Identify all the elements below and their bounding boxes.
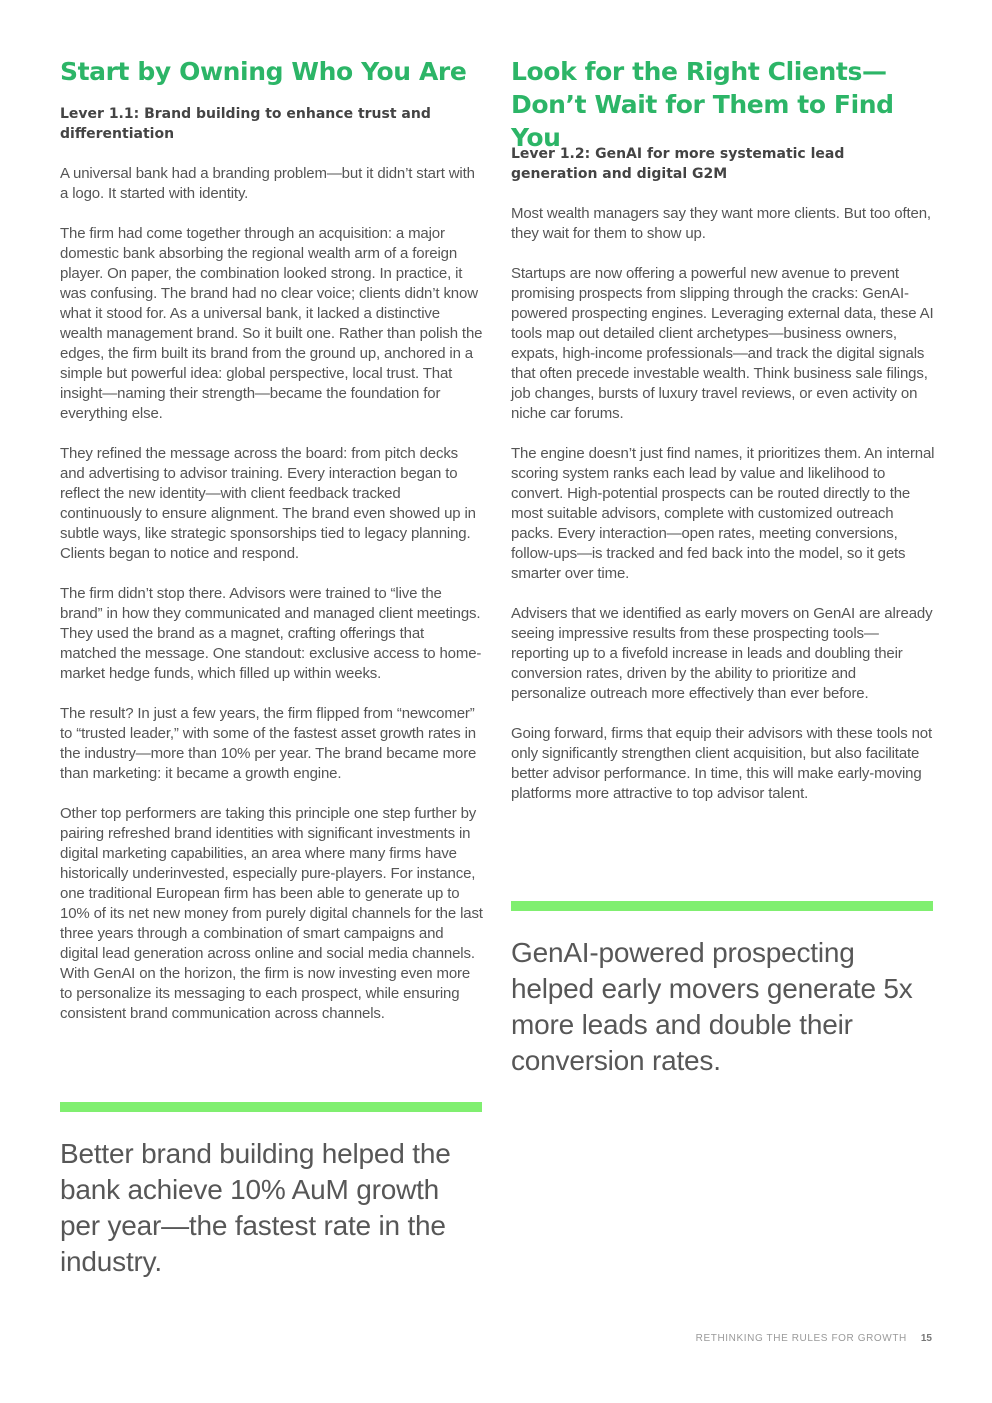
right-body-text: [511, 204, 935, 824]
left-paragraph: The result? In just a few years, the firm flipped from “newcomer” to “trusted leader,” with some of the fastest asset growth rates in the industry—more than 10% per year. The brand became more than marketing: it became a growth engine.: [60, 705, 477, 782]
right-paragraph: Going forward, firms that equip their advisors with these tools not only significantly strengthen client acquisition, but also facilitate better advisor performance. In time, this will make early-moving platforms more attractive to top advisor talent.: [511, 725, 932, 802]
right-lever-title: Lever 1.2: GenAI for more systematic lead generation and digital G2M: [511, 146, 845, 182]
left-paragraph: They refined the message across the board: from pitch decks and advertising to advisor training. Every interaction began to reflect the new identity—with client feedback tracked continuously to ensure alignment. The brand even showed up in subtle ways, like strategic sponsorships tied to legacy planning. Clients began to notice and respond.: [60, 445, 476, 562]
right-pull-quote: GenAI-powered prospecting helped early movers generate 5x more leads and double their conversion rates.: [511, 937, 913, 1076]
left-pull-quote: Better brand building helped the bank achieve 10% AuM growth per year—the fastest rate in the industry.: [60, 1138, 451, 1277]
right-paragraph: The engine doesn’t just find names, it prioritizes them. An internal scoring system ranks each lead by value and likelihood to convert. High-potential prospects can be routed directly to the most suitable advisors, complete with customized outreach packs. Every interaction—open rates, meeting conversions, follow-ups—is tracked and fed back into the model, so it gets smarter over time.: [511, 445, 935, 582]
right-paragraph: Most wealth managers say they want more clients. But too often, they wait for them to show up.: [511, 205, 931, 242]
right-paragraph: Startups are now offering a powerful new avenue to prevent promising prospects from slipping through the cracks: GenAI-powered prospecting engines. Leveraging external data, these AI tools map out detailed client archetypes—business owners, expats, high-income professionals—and track the digital signals that often precede investable wealth. Think business sale filings, job changes, bursts of luxury travel reviews, or even activity on niche car forums.: [511, 265, 934, 422]
left-section-heading: Start by Owning Who You Are: [60, 57, 467, 86]
left-paragraph: A universal bank had a branding problem—but it didn’t start with a logo. It started with identity.: [60, 165, 475, 202]
left-paragraph: The firm had come together through an acquisition: a major domestic bank absorbing the regional wealth arm of a foreign player. On paper, the combination looked strong. In practice, it was confusing. The brand had no clear voice; clients didn’t know what it stood for. As a universal bank, it lacked a distinctive wealth management brand. So it built one. Rather than polish the edges, the firm built its brand from the ground up, anchored in a simple but powerful idea: global perspective, local trust. That insight—naming their strength—became the foundation for everything else.: [60, 225, 483, 422]
left-body-text: [60, 164, 484, 1044]
right-paragraph: Advisers that we identified as early movers on GenAI are already seeing impressive results from these prospecting tools—reporting up to a fivefold increase in leads and doubling their conversion rates, driven by the ability to prioritize and personalize outreach more effectively than ever before.: [511, 605, 933, 702]
left-paragraph: Other top performers are taking this principle one step further by pairing refreshed brand identities with significant investments in digital marketing capabilities, an area where many firms have historically underinvested, especially pure-players. For instance, one traditional European firm has been able to generate up to 10% of its net new money from purely digital channels for the last three years through a combination of smart campaigns and digital lead generation across online and social media channels. With GenAI on the horizon, the firm is now investing even more to personalize its messaging to each prospect, while ensuring consistent brand communication across channels.: [60, 805, 483, 1022]
right-section-heading: Look for the Right Clients—Don’t Wait for Them to Find You: [511, 57, 894, 152]
left-callout-bar: [60, 1102, 482, 1112]
left-paragraph: The firm didn’t stop there. Advisors were trained to “live the brand” in how they communicated and managed client meetings. They used the brand as a magnet, crafting offerings that matched the message. One standout: exclusive access to home-market hedge funds, which filled up within weeks.: [60, 585, 482, 682]
page-number: 15: [920, 1333, 932, 1344]
footer-title: RETHINKING THE RULES FOR GROWTH: [695, 1333, 907, 1344]
left-lever-title: Lever 1.1: Brand building to enhance trust and differentiation: [60, 106, 431, 142]
right-callout-bar: [511, 901, 933, 911]
page-footer: [696, 1332, 932, 1346]
